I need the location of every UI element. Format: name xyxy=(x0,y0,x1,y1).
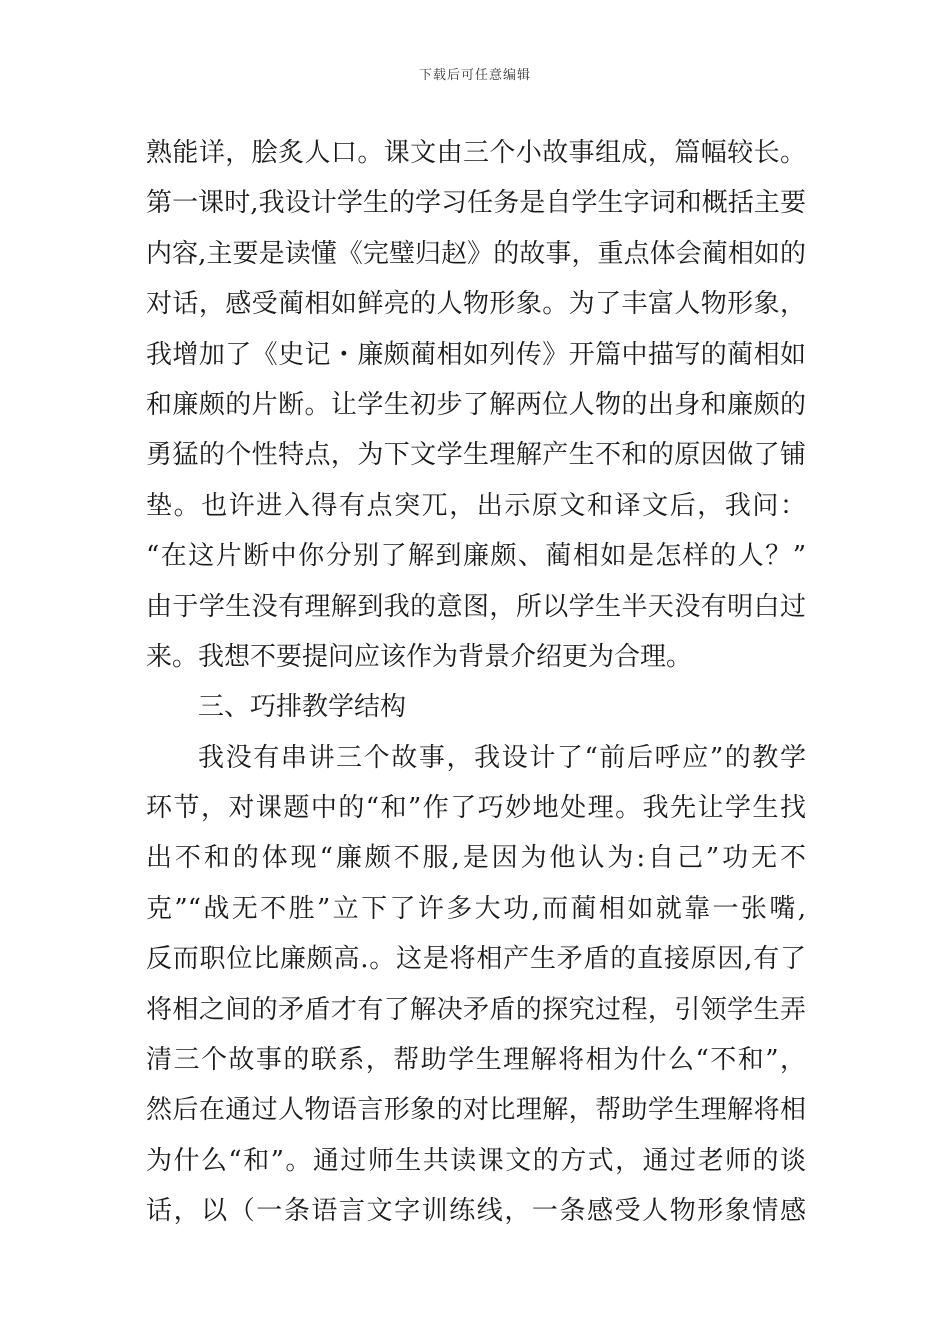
text-line: 和廉颇的片断。让学生初步了解两位人物的出身和廉颇的 xyxy=(146,389,806,420)
text-line: 我增加了《史记・廉颇蔺相如列传》开篇中描写的蔺相如 xyxy=(146,339,806,370)
text-line: 内容,主要是读懂《完璧归赵》的故事，重点体会蔺相如的 xyxy=(146,238,806,269)
text-line: 然后在通过人物语言形象的对比理解，帮助学生理解将相 xyxy=(146,1095,806,1126)
text-line: 为什么“和”。通过师生共读课文的方式，通过老师的谈 xyxy=(146,1145,806,1176)
section-heading: 三、巧排教学结构 xyxy=(198,692,407,723)
text-line: 来。我想不要提问应该作为背景介绍更为合理。 xyxy=(146,641,693,672)
document-body xyxy=(146,128,806,1237)
text-line: 将相之间的矛盾才有了解决矛盾的探究过程，引领学生弄 xyxy=(146,994,806,1025)
text-line: 反而职位比廉颇高.。这是将相产生矛盾的直接原因,有了 xyxy=(146,944,806,975)
text-line: 第一课时,我设计学生的学习任务是自学生字词和概括主要 xyxy=(146,188,806,219)
text-line: 出不和的体现“廉颇不服,是因为他认为:自己”功无不 xyxy=(146,843,806,874)
text-line: 话，以（一条语言文字训练线，一条感受人物形象情感 xyxy=(146,1196,806,1227)
text-line: 由于学生没有理解到我的意图，所以学生半天没有明白过 xyxy=(146,591,806,622)
text-line: 勇猛的个性特点，为下文学生理解产生不和的原因做了铺 xyxy=(146,440,806,471)
page-header: 下载后可任意编辑 xyxy=(418,68,531,83)
text-line: 熟能详，脍炙人口。课文由三个小故事组成，篇幅较长。 xyxy=(146,138,806,168)
text-line: 清三个故事的联系，帮助学生理解将相为什么“不和”， xyxy=(146,1045,806,1076)
text-line: 对话，感受蔺相如鲜亮的人物形象。为了丰富人物形象， xyxy=(146,289,806,320)
text-line: 克”“战无不胜”立下了许多大功,而蔺相如就靠一张嘴, xyxy=(146,893,806,924)
text-line: 垫。也许进入得有点突兀，出示原文和译文后，我问： xyxy=(146,490,806,521)
text-line: 环节，对课题中的“和”作了巧妙地处理。我先让学生找 xyxy=(146,793,806,824)
text-line: “在这片断中你分别了解到廉颇、蔺相如是怎样的人？” xyxy=(146,541,806,572)
text-line: 我没有串讲三个故事，我设计了“前后呼应”的教学 xyxy=(198,742,806,773)
